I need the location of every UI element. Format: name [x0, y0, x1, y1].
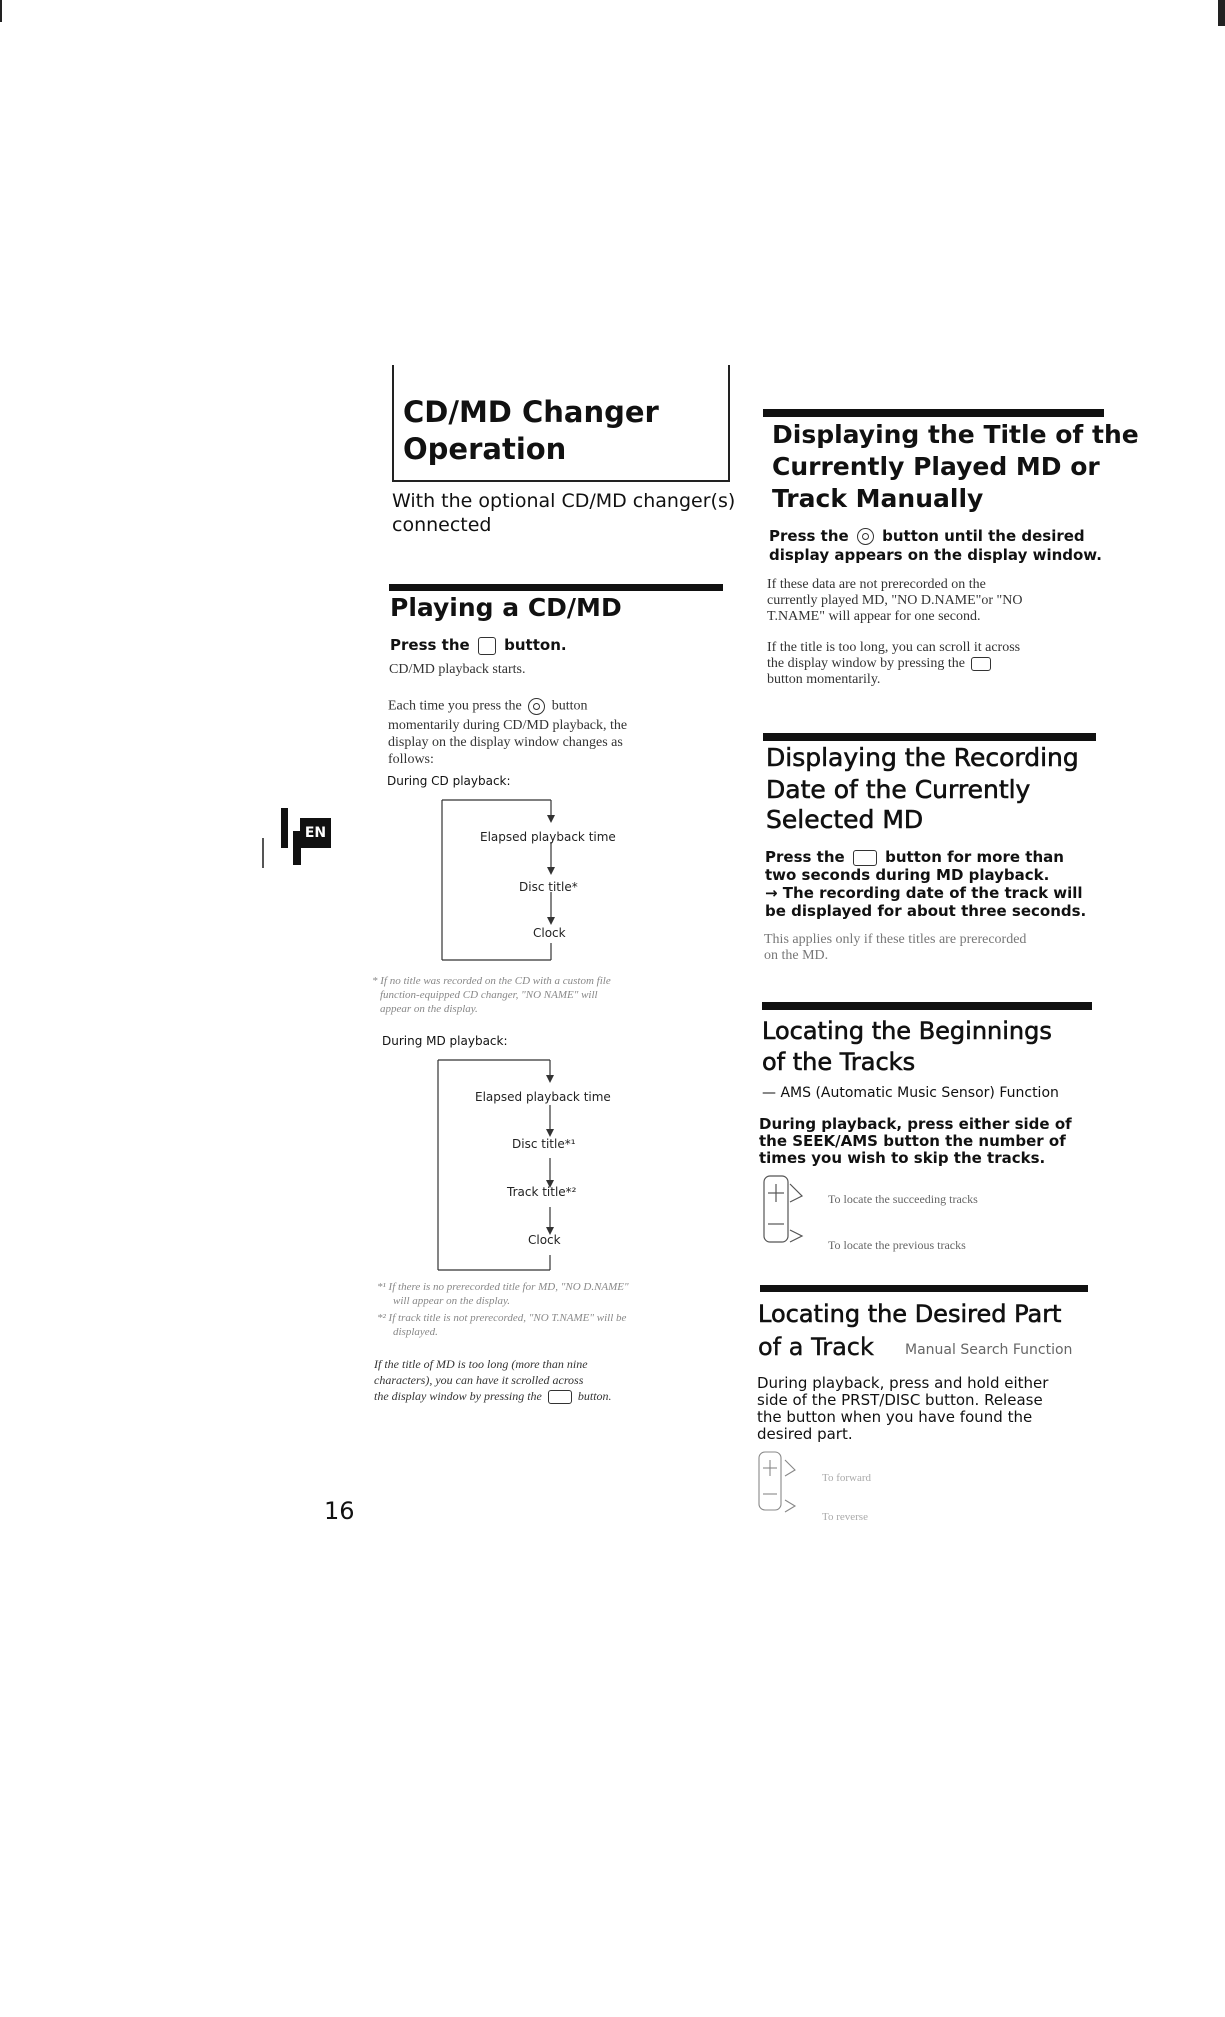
language-tab-label: EN	[304, 825, 327, 841]
ams-instruction: During playback, press either side of	[759, 1115, 1072, 1133]
title-section-body: currently played MD, "NO D.NAME"or "NO	[767, 593, 1023, 608]
md-flow-item: Track title*²	[507, 1185, 577, 1199]
long-title-line1: If the title of MD is too long (more than nine	[374, 1357, 588, 1371]
each-time-line3: display on the display window changes as	[388, 735, 623, 750]
manual-subheading: Manual Search Function	[905, 1342, 1073, 1358]
title-section-body: If these data are not prerecorded on the	[767, 577, 986, 592]
recording-instruction: Press the button for more than	[765, 848, 1064, 866]
playing-instruction: Press the button.	[390, 636, 567, 654]
long-title-line3: the display window by pressing the button.	[374, 1389, 612, 1403]
title-section-body: If the title is too long, you can scroll it across	[767, 640, 1021, 655]
ams-heading-line1: Locating the Beginnings	[762, 1017, 1052, 1045]
display-button-icon	[857, 528, 874, 545]
ams-heading-line2: of the Tracks	[762, 1048, 916, 1076]
chapter-title-line2: Operation	[403, 432, 567, 466]
manual-forward-label: To forward	[822, 1472, 872, 1484]
md-note2-line1: *² If track title is not prerecorded, "NO T.NAME" will be	[377, 1312, 627, 1324]
title-section-body: T.NAME" will appear for one second.	[767, 609, 981, 624]
md-flow-item: Disc title*¹	[512, 1137, 576, 1151]
language-tab-marker	[281, 808, 288, 848]
page-number: 16	[324, 1497, 355, 1525]
scroll-button-icon	[548, 1390, 572, 1404]
section-rule	[760, 1285, 1088, 1292]
recording-instruction: → The recording date of the track will	[765, 884, 1083, 902]
title-section-instruction-line1: Press the button until the desired	[769, 527, 1085, 545]
ams-succeeding-label: To locate the succeeding tracks	[828, 1192, 978, 1206]
title-section-heading-line1: Displaying the Title of the	[772, 420, 1139, 449]
each-time-line4: follows:	[388, 752, 434, 767]
cd-note-line1: * If no title was recorded on the CD with a custom file	[372, 975, 611, 987]
seek-ams-button-illustration	[760, 1172, 820, 1252]
md-flow-item: Clock	[528, 1233, 561, 1247]
title-section-heading-line3: Track Manually	[772, 484, 984, 513]
manual-instruction: the button when you have found the	[757, 1408, 1033, 1426]
cd-md-button-icon	[478, 637, 496, 655]
manual-instruction: desired part.	[757, 1425, 853, 1443]
recording-body: on the MD.	[764, 948, 829, 963]
playing-heading: Playing a CD/MD	[390, 593, 622, 622]
prst-disc-button-illustration	[755, 1448, 815, 1520]
section-rule	[763, 733, 1096, 741]
title-section-heading-line2: Currently Played MD or	[772, 452, 1100, 481]
recording-instruction: be displayed for about three seconds.	[765, 902, 1087, 920]
section-rule	[762, 1002, 1092, 1010]
language-tab-marker	[262, 838, 264, 868]
during-md-label: During MD playback:	[382, 1034, 508, 1048]
crop-mark-right	[1218, 0, 1225, 26]
md-note1-line2: will appear on the display.	[393, 1295, 511, 1307]
chapter-title-line1: CD/MD Changer	[403, 395, 659, 429]
cd-flow-item: Elapsed playback time	[480, 830, 616, 844]
md-note1-line1: *¹ If there is no prerecorded title for MD, "NO D.NAME"	[377, 1281, 629, 1293]
recording-heading-line3: Selected MD	[766, 805, 924, 834]
each-time-line2: momentarily during CD/MD playback, the	[388, 718, 628, 733]
cd-note-line2: function-equipped CD changer, "NO NAME" will	[380, 989, 598, 1001]
cd-flow-item: Clock	[533, 926, 566, 940]
display-button-icon	[528, 698, 545, 715]
playing-starts: CD/MD playback starts.	[389, 662, 526, 677]
ams-instruction: times you wish to skip the tracks.	[759, 1149, 1046, 1167]
title-section-instruction-line2: display appears on the display window.	[769, 546, 1102, 564]
during-cd-label: During CD playback:	[387, 774, 511, 788]
section-rule	[763, 409, 1104, 417]
manual-instruction: During playback, press and hold either	[757, 1374, 1049, 1392]
each-time-line1: Each time you press the button	[388, 698, 588, 714]
recording-heading-line2: Date of the Currently	[766, 775, 1031, 804]
title-section-body: button momentarily.	[767, 672, 881, 687]
crop-mark-left	[0, 0, 2, 22]
recording-body: This applies only if these titles are prerecorded	[764, 932, 1027, 947]
manual-heading-line2: of a Track	[758, 1333, 874, 1361]
md-flow-item: Elapsed playback time	[475, 1090, 611, 1104]
ams-instruction: the SEEK/AMS button the number of	[759, 1132, 1066, 1150]
long-title-line2: characters), you can have it scrolled across	[374, 1373, 584, 1387]
manual-instruction: side of the PRST/DISC button. Release	[757, 1391, 1043, 1409]
section-rule	[389, 584, 723, 591]
manual-reverse-label: To reverse	[822, 1511, 868, 1523]
md-note2-line2: displayed.	[393, 1326, 438, 1338]
ams-subheading: — AMS (Automatic Music Sensor) Function	[762, 1085, 1059, 1101]
recording-instruction: two seconds during MD playback.	[765, 866, 1050, 884]
chapter-subtitle-line1: With the optional CD/MD changer(s)	[392, 490, 736, 512]
cd-note-line3: appear on the display.	[380, 1003, 478, 1015]
recording-heading-line1: Displaying the Recording	[766, 743, 1079, 772]
language-tab	[300, 818, 331, 848]
chapter-subtitle-line2: connected	[392, 514, 492, 536]
ams-previous-label: To locate the previous tracks	[828, 1238, 966, 1252]
title-section-body: the display window by pressing the	[767, 656, 994, 672]
manual-heading-line1: Locating the Desired Part	[758, 1300, 1062, 1328]
date-button-icon	[853, 850, 877, 866]
cd-flow-item: Disc title*	[519, 880, 578, 894]
scroll-button-icon	[971, 657, 991, 671]
